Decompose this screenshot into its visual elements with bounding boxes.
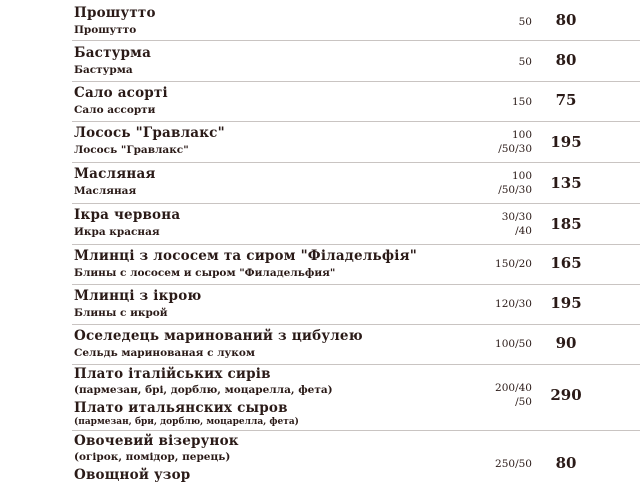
divider <box>72 324 640 325</box>
item-weight <box>495 257 532 271</box>
item-price: 75 <box>555 91 577 109</box>
item-weight <box>495 337 532 351</box>
item-weight-line: /50/30 <box>498 143 532 155</box>
item-weight-line: 200/40 <box>495 382 532 394</box>
item-name-ru: Икра красная <box>74 226 160 238</box>
item-price: 195 <box>550 133 582 151</box>
item-weight-line: 50 <box>518 56 532 68</box>
item-name-ua: Прошутто <box>74 5 156 21</box>
item-weight-line: 120/30 <box>495 298 532 310</box>
item-weight-line: 30/30 <box>501 211 532 223</box>
item-weight-line: 100 <box>511 170 532 182</box>
divider <box>72 203 640 204</box>
item-weight-line: 150/20 <box>495 258 532 270</box>
item-weight-line: 250/50 <box>495 458 532 470</box>
item-name-ua: Масляная <box>74 166 156 182</box>
item-price: 290 <box>550 386 582 404</box>
item-price: 80 <box>555 454 577 472</box>
item-desc-ua: (пармезан, брі, дорблю, моцарелла, фета) <box>74 384 333 396</box>
item-price: 80 <box>555 51 577 69</box>
item-name-ru: Блины с икрой <box>74 307 168 319</box>
item-price: 185 <box>550 215 582 233</box>
item-price: 135 <box>550 174 582 192</box>
item-name-ru: Блины с лососем и сыром "Филадельфия" <box>74 267 336 279</box>
item-desc-ua: (огірок, помідор, перець) <box>74 451 231 463</box>
item-price: 165 <box>550 254 582 272</box>
item-name-ua: Плато італійських сирів <box>74 366 271 382</box>
divider <box>72 40 640 41</box>
item-weight <box>512 95 532 109</box>
item-name-ru: Бастурма <box>74 64 133 76</box>
divider <box>72 121 640 122</box>
item-desc-ru: (пармезан, бри, дорблю, моцарелла, фета) <box>74 417 299 427</box>
item-weight <box>519 55 532 69</box>
item-weight <box>519 15 532 29</box>
item-name-ru: Сало ассорти <box>74 104 156 116</box>
item-name-ru: Сельдь маринованая с луком <box>74 347 255 359</box>
item-weight-line: 100/50 <box>495 338 532 350</box>
item-name-ua: Лосось "Гравлакс" <box>74 125 225 141</box>
item-price: 195 <box>550 294 582 312</box>
item-weight <box>498 128 532 156</box>
divider <box>72 430 640 431</box>
divider <box>72 81 640 82</box>
item-name-ru: Плато итальянских сыров <box>74 400 288 416</box>
item-weight <box>495 457 532 471</box>
item-weight <box>502 210 532 238</box>
item-name-ua: Сало асорті <box>74 85 168 101</box>
item-name-ua: Млинці з лососем та сиром "Філадельфія" <box>74 248 417 264</box>
item-name-ru: Масляная <box>74 185 137 197</box>
item-weight-line: 50 <box>518 16 532 28</box>
item-weight-line: /50/30 <box>498 184 532 196</box>
item-weight-line: 100 <box>511 129 532 141</box>
item-name-ua: Ікра червона <box>74 207 181 223</box>
item-name-ua: Овочевий візерунок <box>74 433 239 449</box>
divider <box>72 284 640 285</box>
item-name-ua: Оселедець маринований з цибулею <box>74 328 363 344</box>
item-name-ru: Прошутто <box>74 24 137 36</box>
item-weight-line: /40 <box>515 225 532 237</box>
item-price: 80 <box>555 11 577 29</box>
item-name-ru: Лосось "Гравлакс" <box>74 144 189 156</box>
divider <box>72 244 640 245</box>
divider <box>72 364 640 365</box>
item-name-ua: Млинці з ікрою <box>74 288 202 304</box>
divider <box>72 162 640 163</box>
item-weight-line: /50 <box>515 396 532 408</box>
item-weight-line: 150 <box>511 96 532 108</box>
item-name-ru: Овощной узор <box>74 467 191 483</box>
item-weight <box>495 297 532 311</box>
item-price: 90 <box>555 334 577 352</box>
item-name-ua: Бастурма <box>74 45 152 61</box>
item-weight <box>498 169 532 197</box>
item-weight <box>495 381 532 409</box>
